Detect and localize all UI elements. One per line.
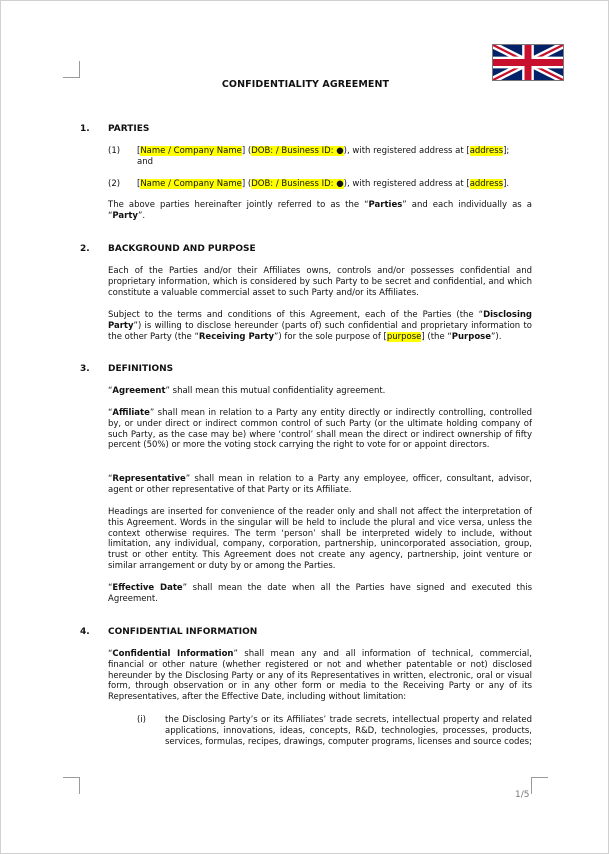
- party-2-name-placeholder[interactable]: Name / Company Name: [140, 179, 242, 189]
- section-heading-confidential-information: CONFIDENTIAL INFORMATION: [108, 627, 258, 637]
- party-1-address-placeholder[interactable]: address: [469, 146, 504, 156]
- uk-flag-icon: [492, 44, 564, 81]
- crop-mark-bottom-left: [63, 777, 80, 794]
- definition-agreement: “Agreement” shall mean this mutual confidentiality agreement.: [108, 386, 386, 396]
- party-2-id-placeholder[interactable]: DOB: / Business ID: ●: [251, 179, 344, 189]
- background-paragraph: Each of the Parties and/or their Affiliates owns, controls and/or possesses confidential and proprietary information, which is considered by such Party to be secret and confidential, and which constitute a valuable commercial asset to such Party and/or its Affiliates.: [108, 266, 532, 298]
- list-item-trade-secrets: the Disclosing Party’s or its Affiliates’ trade secrets, intellectual property and related applications, innovations, ideas, concepts, R&D, technologies, processes, products, services, formulas, recipes, drawings, computer programs, licenses and source codes;: [165, 715, 532, 747]
- party-1-number: (1): [108, 146, 121, 156]
- crop-mark-top-left: [63, 61, 80, 78]
- definition-representative: “Representative” shall mean in relation to a Party any employee, officer, consultant, advisor, agent or other representative of that Party or its Affiliate.: [108, 474, 532, 495]
- document-title: CONFIDENTIALITY AGREEMENT: [221, 79, 390, 90]
- party-1-id-placeholder[interactable]: DOB: / Business ID: ●: [251, 146, 344, 156]
- section-number: 1.: [80, 124, 90, 134]
- party-2-line: [Name / Company Name] (DOB: / Business ID: ●), with registered address at [address].: [137, 179, 510, 189]
- definition-effective-date: “Effective Date” shall mean the date when all the Parties have signed and executed this Agreement.: [108, 583, 532, 604]
- definition-affiliate: “Affiliate” shall mean in relation to a Party any entity directly or indirectly controlling, controlled by, or under direct or indirect common control of such Party (or the ultimate holding company of such Party, as the case may be) where ‘control’ shall mean the direct or indirect ownership of fifty percent (50%) or more the voting stock carrying the right to vote for or appoint directors.: [108, 408, 532, 451]
- party-2-address-placeholder[interactable]: address: [469, 179, 504, 189]
- section-number: 2.: [80, 244, 90, 254]
- crop-mark-bottom-right: [531, 777, 548, 794]
- party-1-name-placeholder[interactable]: Name / Company Name: [140, 146, 242, 156]
- section-heading-definitions: DEFINITIONS: [108, 364, 174, 374]
- list-item-number: (i): [137, 715, 146, 725]
- purpose-paragraph: Subject to the terms and conditions of this Agreement, each of the Parties (the “Disclosing Party”) is willing to disclose hereunder (parts of) such confidential and proprietary information to the other Party (the “Receiving Party”) for the sole purpose of [purpose] (the “Purpose”).: [108, 310, 532, 342]
- interpretation-paragraph: Headings are inserted for convenience of the reader only and shall not affect the interpretation of this Agreement. Words in the singular will be held to include the plural and vice versa, unless the context otherwise requires. The term ‘person’ shall be interpreted widely to include, without limitation, any individual, company, corporation, partnership, unincorporated association, group, trust or other entity. This Agreement does not create any agency, partnership, joint venture or similar arrangement or duty by or among the Parties.: [108, 507, 532, 571]
- parties-intro-paragraph: The above parties hereinafter jointly referred to as the “Parties” and each individually as a “Party”.: [108, 200, 532, 221]
- purpose-placeholder[interactable]: purpose: [386, 331, 422, 342]
- party-2-number: (2): [108, 179, 121, 189]
- section-number: 4.: [80, 627, 90, 637]
- party-1-line: [Name / Company Name] (DOB: / Business ID: ●), with registered address at [address]; and: [137, 146, 510, 167]
- section-heading-parties: PARTIES: [108, 124, 150, 134]
- section-heading-background: BACKGROUND AND PURPOSE: [108, 244, 256, 254]
- definition-confidential-information: “Confidential Information” shall mean any and all information of technical, commercial, financial or other nature (whether registered or not and whether patentable or not) disclosed hereunder by the Disclosing Party or any of its Representatives in written, electronic, oral or visual form, through observation or in any other form or media to the Receiving Party or any of its Representatives, after the Effective Date, including without limitation:: [108, 649, 532, 703]
- section-number: 3.: [80, 364, 90, 374]
- page-number: 1/5: [515, 790, 530, 800]
